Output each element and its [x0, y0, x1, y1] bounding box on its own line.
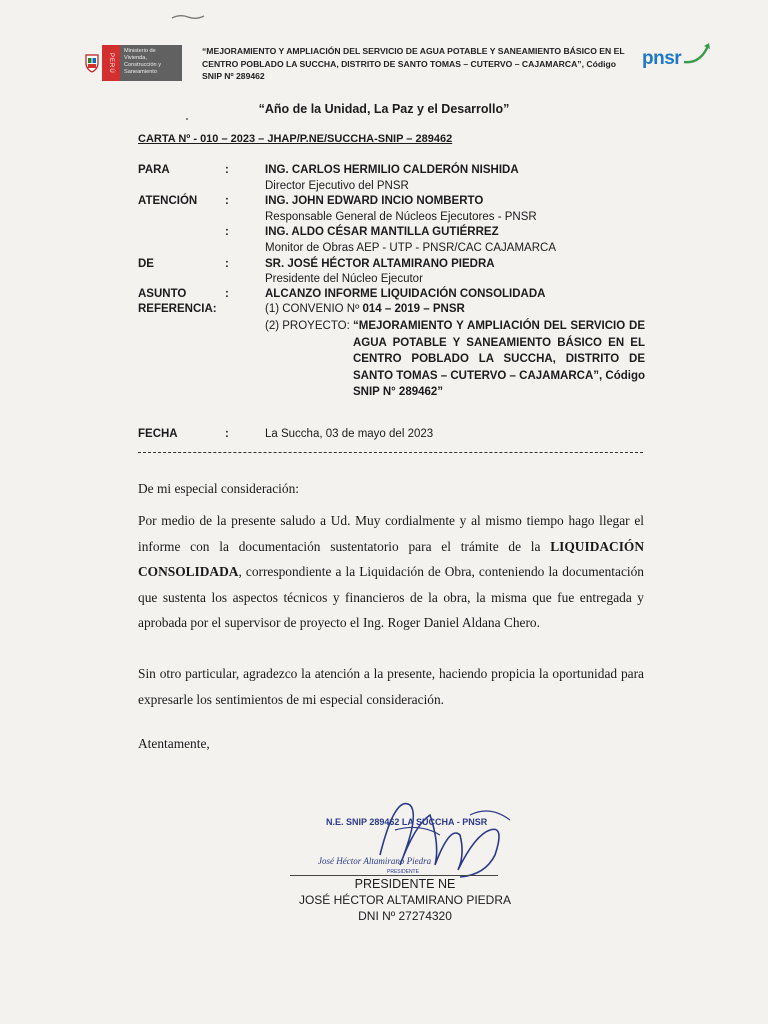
dashed-separator — [138, 452, 643, 453]
para-label: PARA — [138, 164, 170, 176]
p1-text-b: , correspondiente a la Liquidación de Obra, conteniendo la documentación que sustenta los aspectos técnicos y financieros de la obra, la misma que fue entregada y aprobada por el supervisor de proyecto el Ing. Roger Daniel Aldana Chero. — [138, 564, 644, 630]
de-label: DE — [138, 258, 154, 270]
de-role: Presidente del Núcleo Ejecutor — [265, 273, 423, 285]
pnsr-logo-text: pnsr — [642, 48, 682, 69]
letterhead — [82, 40, 712, 96]
para-name: ING. CARLOS HERMILIO CALDERÓN NISHIDA — [265, 164, 519, 176]
handwritten-signature-icon — [340, 785, 520, 885]
asunto-value: ALCANZO INFORME LIQUIDACIÓN CONSOLIDADA — [265, 288, 546, 300]
closing — [138, 731, 644, 757]
colon: : — [225, 164, 229, 176]
signer-role: PRESIDENTE NE — [354, 877, 456, 891]
atencion-name-1: ING. JOHN EDWARD INCIO NOMBERTO — [265, 195, 484, 207]
greeting — [138, 476, 644, 502]
ref2-prefix: (2) PROYECTO: — [265, 320, 353, 332]
greeting-text: De mi especial consideración: — [138, 481, 299, 496]
para-role: Director Ejecutivo del PNSR — [265, 180, 409, 192]
fecha-value: La Succha, 03 de mayo del 2023 — [265, 428, 434, 440]
fecha-label: FECHA — [138, 428, 178, 440]
colon: : — [225, 428, 229, 440]
colon: : — [225, 258, 229, 270]
scan-dot — [186, 118, 188, 120]
body-paragraph-1 — [138, 508, 644, 636]
closing-text: Atentamente, — [138, 736, 210, 751]
p2-text: Sin otro particular, agradezco la atención a la presente, haciendo propicia la oportunidad para expresarle los sentimientos de mi especial consideración. — [138, 666, 644, 707]
colon: : — [225, 226, 229, 238]
colon: : — [225, 195, 229, 207]
stamp-header: N.E. SNIP 289462 LA SUCCHA - PNSR — [326, 817, 488, 827]
ref1-prefix: (1) CONVENIO Nº — [265, 303, 363, 315]
ref1-number: 014 – 2019 – PNSR — [362, 303, 465, 315]
project-title: “MEJORAMIENTO Y AMPLIACIÓN DEL SERVICIO DE AGUA POTABLE Y SANEAMIENTO BÁSICO EN EL CENTRO POBLADO LA SUCCHA, DISTRITO DE SANTO TOMAS – CUTERVO – CAJAMARCA”, Código SNIP Nº 289462 — [202, 46, 625, 81]
atencion-label: ATENCIÓN — [138, 195, 198, 207]
p1-text-a: Por medio de la presente saludo a Ud. Muy cordialmente y al mismo tiempo hago llegar el informe con la documentación sustentatorio para el trámite de la — [138, 513, 644, 554]
stamp-name: José Héctor Altamirano Piedra — [318, 856, 432, 866]
signer-dni: DNI Nº 27274320 — [358, 909, 452, 923]
atencion-name-2: ING. ALDO CÉSAR MANTILLA GUTIÉRREZ — [265, 226, 499, 238]
water-drop-arc-icon — [680, 40, 714, 70]
coat-of-arms-icon — [82, 45, 102, 81]
year-motto: “Año de la Unidad, La Paz y el Desarrollo” — [258, 102, 510, 116]
signature-stamp — [290, 780, 540, 890]
pnsr-logo — [642, 42, 712, 82]
ref2-project-text: “MEJORAMIENTO Y AMPLIACIÓN DEL SERVICIO DE AGUA POTABLE Y SANEAMIENTO BÁSICO EN EL CENTRO POBLADO LA SUCCHA, DISTRITO DE SANTO TOMAS – CUTERVO – CAJAMARCA”, Código SNIP N° 289462” — [353, 320, 645, 398]
referencia-label: REFERENCIA: — [138, 303, 217, 315]
government-logo — [82, 45, 182, 81]
referencia-1 — [265, 302, 645, 317]
signer-name: JOSÉ HÉCTOR ALTAMIRANO PIEDRA — [298, 893, 512, 907]
asunto-label: ASUNTO — [138, 288, 187, 300]
de-name: SR. JOSÉ HÉCTOR ALTAMIRANO PIEDRA — [265, 258, 495, 270]
colon: : — [225, 288, 229, 300]
body-paragraph-2 — [138, 661, 644, 712]
stamp-role: PRESIDENTE — [387, 869, 419, 875]
peru-label: PERÚ — [102, 45, 120, 81]
scan-mark — [170, 12, 206, 22]
letter-number: CARTA Nº - 010 – 2023 – JHAP/P.NE/SUCCHA-SNIP – 289462 — [138, 133, 453, 145]
atencion-role-1: Responsable General de Núcleos Ejecutores - PNSR — [265, 211, 537, 223]
ministry-name: Ministerio de Vivienda, Construcción y Saneamiento — [120, 45, 182, 81]
p1-strong: LIQUIDACIÓN CONSOLIDADA — [138, 538, 644, 579]
atencion-role-2: Monitor de Obras AEP - UTP - PNSR/CAC CAJAMARCA — [265, 242, 556, 254]
